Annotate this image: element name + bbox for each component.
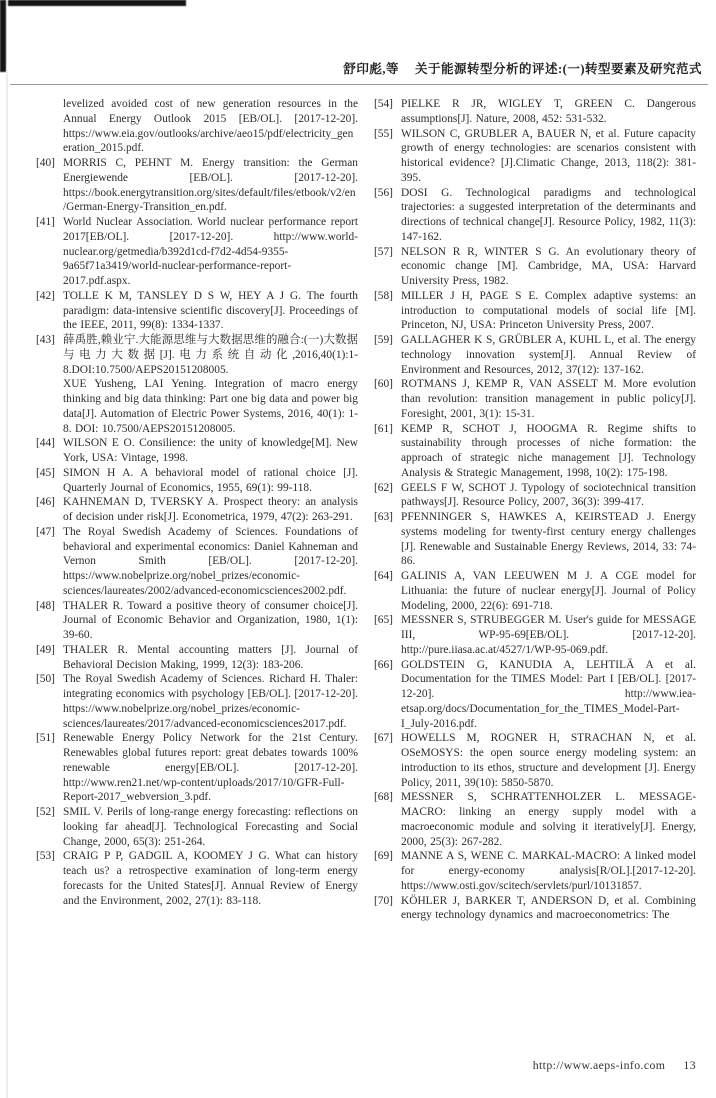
reference-number: [47] xyxy=(36,525,55,538)
reference-number: [65] xyxy=(374,614,393,627)
reference-text: GOLDSTEIN G, KANUDIA A, LEHTILÄ A et al. Documentation for the TIMES Model: Part I [EB/OL]. [2017-12-20]. http://www.iea-etsap.org/docs/Documentation_for_the_TIMES_Model-Part-I_July-2016.pdf. xyxy=(401,658,696,730)
reference-item xyxy=(36,333,358,436)
reference-item xyxy=(36,436,358,466)
scan-artifact-top xyxy=(8,0,186,6)
reference-text: SMIL V. Perils of long-range energy forecasting: reflections on looking far ahead[J]. Technological Forecasting and Social Change, 2000, 65(3): 251-264. xyxy=(63,806,358,848)
reference-text: SIMON H A. A behavioral model of rational choice [J]. Quarterly Journal of Economics, 1955, 69(1): 99-118. xyxy=(63,466,358,494)
reference-number: [54] xyxy=(374,98,393,110)
reference-text: TOLLE K M, TANSLEY D S W, HEY A J G. The fourth paradigm: data-intensive scientific discovery[J]. Proceedings of the IEEE, 2011, 99(8): 1334-1337. xyxy=(63,289,358,332)
reference-item xyxy=(374,613,696,657)
reference-number: [68] xyxy=(374,791,393,804)
footer-url[interactable]: http://www.aeps-info.com xyxy=(532,1058,666,1072)
reference-number: [48] xyxy=(36,599,55,612)
reference-item xyxy=(374,245,696,289)
reference-item xyxy=(374,849,696,893)
reference-number: [45] xyxy=(36,466,55,479)
reference-text: MESSNER S, SCHRATTENHOLZER L. MESSAGE-MACRO: linking an energy supply model with a macroeconomic module and solving it iteratively[J]. Energy, 2000, 25(3): 267-282. xyxy=(401,791,696,848)
reference-text: PFENNINGER S, HAWKES A, KEIRSTEAD J. Energy systems modeling for twenty-first century energy challenges [J]. Renewable and Sustainable Energy Reviews, 2014, 33: 74-86. xyxy=(401,511,696,568)
reference-number: [69] xyxy=(374,850,393,863)
reference-text: World Nuclear Association. World nuclear performance report 2017[EB/OL]. [2017-12-20]. http://www.world-nuclear.org/getmedia/b392d1cd-f7d2-4d54-9355-9a65f71a3419/world-nuclear-performance-report-2017.pdf.aspx. xyxy=(63,216,358,287)
reference-number: [51] xyxy=(36,732,55,745)
reference-number: [62] xyxy=(374,481,393,494)
reference-number: [59] xyxy=(374,334,393,346)
reference-item xyxy=(36,156,358,215)
reference-item xyxy=(374,731,696,790)
reference-number: [40] xyxy=(36,157,55,169)
reference-item xyxy=(36,599,358,643)
reference-item xyxy=(374,422,696,481)
reference-item xyxy=(36,495,358,525)
header-title: 关于能源转型分析的评述:(一)转型要素及研究范式 xyxy=(415,62,702,76)
reference-text: NELSON R R, WINTER S G. An evolutionary theory of economic change [M]. Cambridge, MA, USA: Harvard University Press, 1982. xyxy=(401,245,696,287)
reference-item xyxy=(374,127,696,186)
header-authors: 舒印彪,等 xyxy=(343,62,399,76)
reference-text: PIELKE R JR, WIGLEY T, GREEN C. Dangerous assumptions[J]. Nature, 2008, 452: 531-532. xyxy=(401,98,696,125)
reference-text: MILLER J H, PAGE S E. Complex adaptive systems: an introduction to computational models of social life [M]. Princeton, NJ, USA: Princeton University Press, 2007. xyxy=(401,289,696,332)
reference-item xyxy=(36,731,358,805)
references-section xyxy=(36,97,696,1049)
reference-number: [66] xyxy=(374,658,393,671)
reference-text: GALINIS A, VAN LEEUWEN M J. A CGE model for Lithuania: the future of nuclear energy[J]. Journal of Policy Modeling, 2000, 22(6): 691-718. xyxy=(401,570,696,612)
reference-text: DOSI G. Technological paradigms and technological trajectories: a suggested interpretation of the determinants and directions of technical change[J]. Resource Policy, 1982, 11(3): 147-162. xyxy=(401,186,696,243)
page-number: 13 xyxy=(683,1058,696,1072)
reference-item xyxy=(36,289,358,333)
reference-text: MORRIS C, PEHNT M. Energy transition: the German Energiewende [EB/OL]. [2017-12-20]. https://book.energytransition.org/sites/default/files/etbook/v2/en/German-Energy-Transition_en.pdf. xyxy=(63,157,358,214)
reference-number: [61] xyxy=(374,422,393,435)
reference-item xyxy=(374,333,696,377)
reference-item xyxy=(374,481,696,511)
references-column-left xyxy=(36,97,358,1049)
reference-text: CRAIG P P, GADGIL A, KOOMEY J G. What can history teach us? a retrospective examination of long-term energy forecasts for the United States[J]. Annual Review of Energy and the Environment, 2002, 27(1): 83-118. xyxy=(63,850,358,907)
reference-item xyxy=(374,569,696,613)
reference-number: [52] xyxy=(36,806,55,818)
reference-number: [49] xyxy=(36,643,55,656)
reference-text: Renewable Energy Policy Network for the 21st Century. Renewables global futures report: great debates towards 100% renewable energy[EB/OL]. [2017-12-20]. http://www.ren21.net/wp-content/uploads/2017/10/GFR-Full-Report-2017_webversion_3.pdf. xyxy=(63,732,358,804)
reference-item xyxy=(374,510,696,569)
reference-text: GALLAGHER K S, GRÜBLER A, KUHL L, et al. The energy technology innovation system[J]. Annual Review of Environment and Resources, 2012, 37(12): 137-162. xyxy=(401,334,696,376)
reference-item xyxy=(36,849,358,908)
reference-number: [53] xyxy=(36,850,55,863)
reference-text: KAHNEMAN D, TVERSKY A. Prospect theory: an analysis of decision under risk[J]. Econometrica, 1979, 47(2): 263-291. xyxy=(63,496,358,523)
scan-edge-left xyxy=(6,70,8,1098)
reference-text: WILSON E O. Consilience: the unity of knowledge[M]. New York, USA: Vintage, 1998. xyxy=(63,437,358,464)
reference-item xyxy=(374,97,696,127)
reference-text: ROTMANS J, KEMP R, VAN ASSELT M. More evolution than revolution: transition management in public policy[J]. Foresight, 2001, 3(1): 15-31. xyxy=(401,378,696,420)
header-rule xyxy=(10,84,708,85)
reference-number: [55] xyxy=(374,127,393,140)
reference-number: [64] xyxy=(374,570,393,582)
reference-text: THALER R. Mental accounting matters [J]. Journal of Behavioral Decision Making, 1999, 12(3): 183-206. xyxy=(63,643,358,671)
reference-text: 薛禹胜,赖业宁.大能源思维与大数据思维的融合:(一)大数据与电力大数据[J].电力系统自动化,2016,40(1):1-8.DOI:10.7500/AEPS20151208005. xyxy=(63,334,358,376)
page-footer xyxy=(374,1058,696,1073)
reference-item xyxy=(36,215,358,289)
page-header xyxy=(0,59,702,77)
reference-text: levelized avoided cost of new generation resources in the Annual Energy Outlook 2015 [EB/OL]. [2017-12-20]. https://www.eia.gov/outlooks/archive/aeo15/pdf/electricity_generation_2015.pdf. xyxy=(63,98,358,155)
reference-item xyxy=(374,186,696,245)
reference-number: [63] xyxy=(374,511,393,523)
reference-item xyxy=(36,805,358,849)
reference-item xyxy=(374,790,696,849)
reference-text: MESSNER S, STRUBEGGER M. User's guide for MESSAGE III, WP-95-69[EB/OL]. [2017-12-20]. http://pure.iiasa.ac.at/4527/1/WP-95-069.pdf. xyxy=(401,614,696,656)
reference-text: KÖHLER J, BARKER T, ANDERSON D, et al. Combining energy technology dynamics and macroeconometrics: The xyxy=(401,894,696,922)
reference-text: MANNE A S, WENE C. MARKAL-MACRO: A linked model for energy-economy analysis[R/OL].[2017-12-20]. https://www.osti.gov/scitech/servlets/purl/10131857. xyxy=(401,850,696,892)
reference-number: [50] xyxy=(36,673,55,686)
reference-text: THALER R. Toward a positive theory of consumer choice[J]. Journal of Economic Behavior and Organization, 1980, 1(1): 39-60. xyxy=(63,599,358,641)
reference-number: [57] xyxy=(374,245,393,258)
reference-number: [67] xyxy=(374,732,393,745)
reference-text: KEMP R, SCHOT J, HOOGMA R. Regime shifts to sustainability through processes of niche formation: the approach of strategic niche management [J]. Technology Analysis & Strategic Management, 1998, 10(2): 175-198. xyxy=(401,422,696,479)
reference-item xyxy=(36,643,358,673)
reference-number: [44] xyxy=(36,437,55,450)
reference-number: [58] xyxy=(374,289,393,302)
reference-item xyxy=(36,672,358,731)
reference-number: [43] xyxy=(36,334,55,346)
reference-number: [46] xyxy=(36,496,55,509)
reference-item xyxy=(36,466,358,496)
reference-text: GEELS F W, SCHOT J. Typology of sociotechnical transition pathways[J]. Resource Policy, 2007, 36(3): 399-417. xyxy=(401,481,696,509)
reference-item xyxy=(374,377,696,421)
reference-text: XUE Yusheng, LAI Yening. Integration of macro energy thinking and big data thinking: Part one big data and power big data[J]. Automation of Electric Power Systems, 2016, 40(1): 1-8. DOI: 10.7500/AEPS20151208005. xyxy=(63,378,358,435)
reference-number: [56] xyxy=(374,186,393,199)
reference-item xyxy=(374,289,696,333)
reference-item xyxy=(36,525,358,599)
reference-text: HOWELLS M, ROGNER H, STRACHAN N, et al. OSeMOSYS: the open source energy modeling system: an introduction to its ethos, structure and development [J]. Energy Policy, 2011, 39(10): 5850-5870. xyxy=(401,732,696,789)
reference-item xyxy=(374,894,696,924)
references-column-right xyxy=(374,97,696,1049)
reference-number: [70] xyxy=(374,894,393,907)
reference-number: [41] xyxy=(36,216,55,228)
reference-item xyxy=(36,97,358,156)
reference-text: The Royal Swedish Academy of Sciences. Richard H. Thaler: integrating economics with psychology [EB/OL]. [2017-12-20]. https://www.nobelprize.org/nobel_prizes/economic-sciences/laureates/2017/advanced-economicsciences2017.pdf. xyxy=(63,673,358,730)
reference-number: [60] xyxy=(374,378,393,391)
reference-number: [42] xyxy=(36,289,55,302)
reference-item xyxy=(374,658,696,732)
reference-text: The Royal Swedish Academy of Sciences. Foundations of behavioral and experimental economics: Daniel Kahneman and Vernon Smith [EB/OL]. [2017-12-20]. https://www.nobelprize.org/nobel_prizes/economic-sciences/laureates/2002/advanced-economicsciences2002.pdf. xyxy=(63,525,358,597)
reference-text: WILSON C, GRUBLER A, BAUER N, et al. Future capacity growth of energy technologies: are scenarios consistent with historical evidence? [J].Climatic Change, 2013, 118(2): 381-395. xyxy=(401,127,696,184)
